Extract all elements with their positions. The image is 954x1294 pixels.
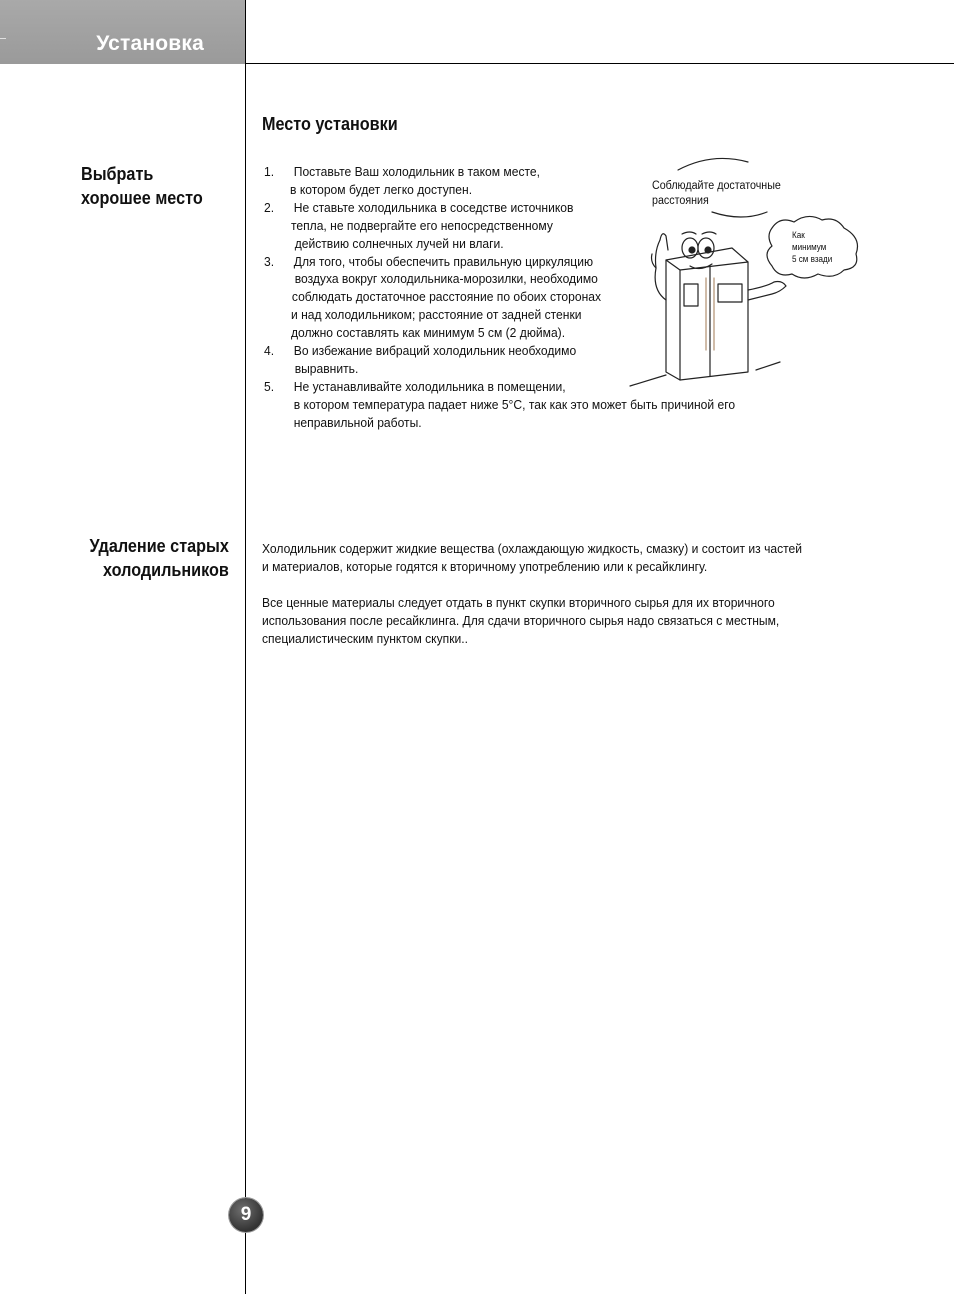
paragraph-line: Все ценные материалы следует отдать в пункт скупки вторичного сырья для их вторичного <box>262 595 775 610</box>
paragraph-line: и материалов, которые годятся к вторичному употреблению или к ресайклингу. <box>262 559 708 574</box>
list-line: тепла, не подвергайте его непосредственному <box>290 217 553 233</box>
list-number: 1. <box>264 164 275 179</box>
list-line: должно составлять как минимум 5 см (2 дюйма). <box>290 325 566 341</box>
sidebar-heading-line: Выбрать <box>81 164 154 184</box>
bubble-line: расстояния <box>652 195 709 207</box>
list-line: Во избежание вибраций холодильник необходимо <box>293 343 577 359</box>
recycling-paragraph-1 <box>262 540 857 576</box>
list-number: 3. <box>264 253 275 269</box>
header-rule <box>246 63 954 64</box>
list-line: в котором будет легко доступен. <box>290 181 473 197</box>
list-line: воздуха вокруг холодильника-морозилки, необходимо <box>294 271 598 287</box>
bubble-line: Соблюдайте достаточные <box>652 180 781 192</box>
sidebar-heading-old-fridges <box>90 534 229 582</box>
header-tab <box>0 0 246 64</box>
sidebar-heading-choose-place <box>81 162 203 210</box>
list-line: в котором температура падает ниже 5°C, так как это может быть причиной его <box>293 396 736 412</box>
sidebar-heading-line: холодильников <box>103 560 229 580</box>
header-tick <box>0 38 6 39</box>
bubble-main-text <box>652 179 801 209</box>
list-line: выравнить. <box>294 360 359 376</box>
list-line: Для того, чтобы обеспечить правильную циркуляцию <box>293 253 594 269</box>
sidebar-heading-line: хорошее место <box>81 188 203 208</box>
paragraph-line: Холодильник содержит жидкие вещества (охлаждающую жидкость, смазку) и состоит из частей <box>262 541 803 556</box>
list-line: действию солнечных лучей ни влаги. <box>294 235 504 251</box>
list-line: и над холодильником; расстояние от задней стенки <box>290 307 582 323</box>
page-title: Установка <box>96 32 204 55</box>
paragraph-line: специалистическим пунктом скупки.. <box>262 631 468 646</box>
section-title: Место установки <box>262 114 398 134</box>
list-line: Не ставьте холодильника в соседстве источников <box>293 199 574 215</box>
list-line: соблюдать достаточное расстояние по обоих сторонах <box>291 289 602 305</box>
list-number: 2. <box>264 199 275 215</box>
bubble-line: 5 см взади <box>792 254 833 264</box>
list-line: Поставьте Ваш холодильник в таком месте, <box>293 164 541 179</box>
paragraph-line: использования после ресайклинга. Для сдачи вторичного сырья надо связаться с местным, <box>262 613 780 628</box>
list-number: 5. <box>264 378 275 394</box>
vertical-divider <box>245 0 246 1294</box>
list-line: Не устанавливайте холодильника в помещении, <box>293 378 566 394</box>
sidebar-heading-line: Удаление старых <box>89 536 229 556</box>
list-line: неправильной работы. <box>293 414 422 430</box>
bubble-small-text <box>792 229 832 265</box>
recycling-paragraph-2 <box>262 594 857 648</box>
page-number-badge: 9 <box>229 1198 263 1232</box>
bubble-line: минимум <box>792 242 827 252</box>
list-number: 4. <box>264 343 275 359</box>
bubble-line: Как <box>792 230 805 240</box>
